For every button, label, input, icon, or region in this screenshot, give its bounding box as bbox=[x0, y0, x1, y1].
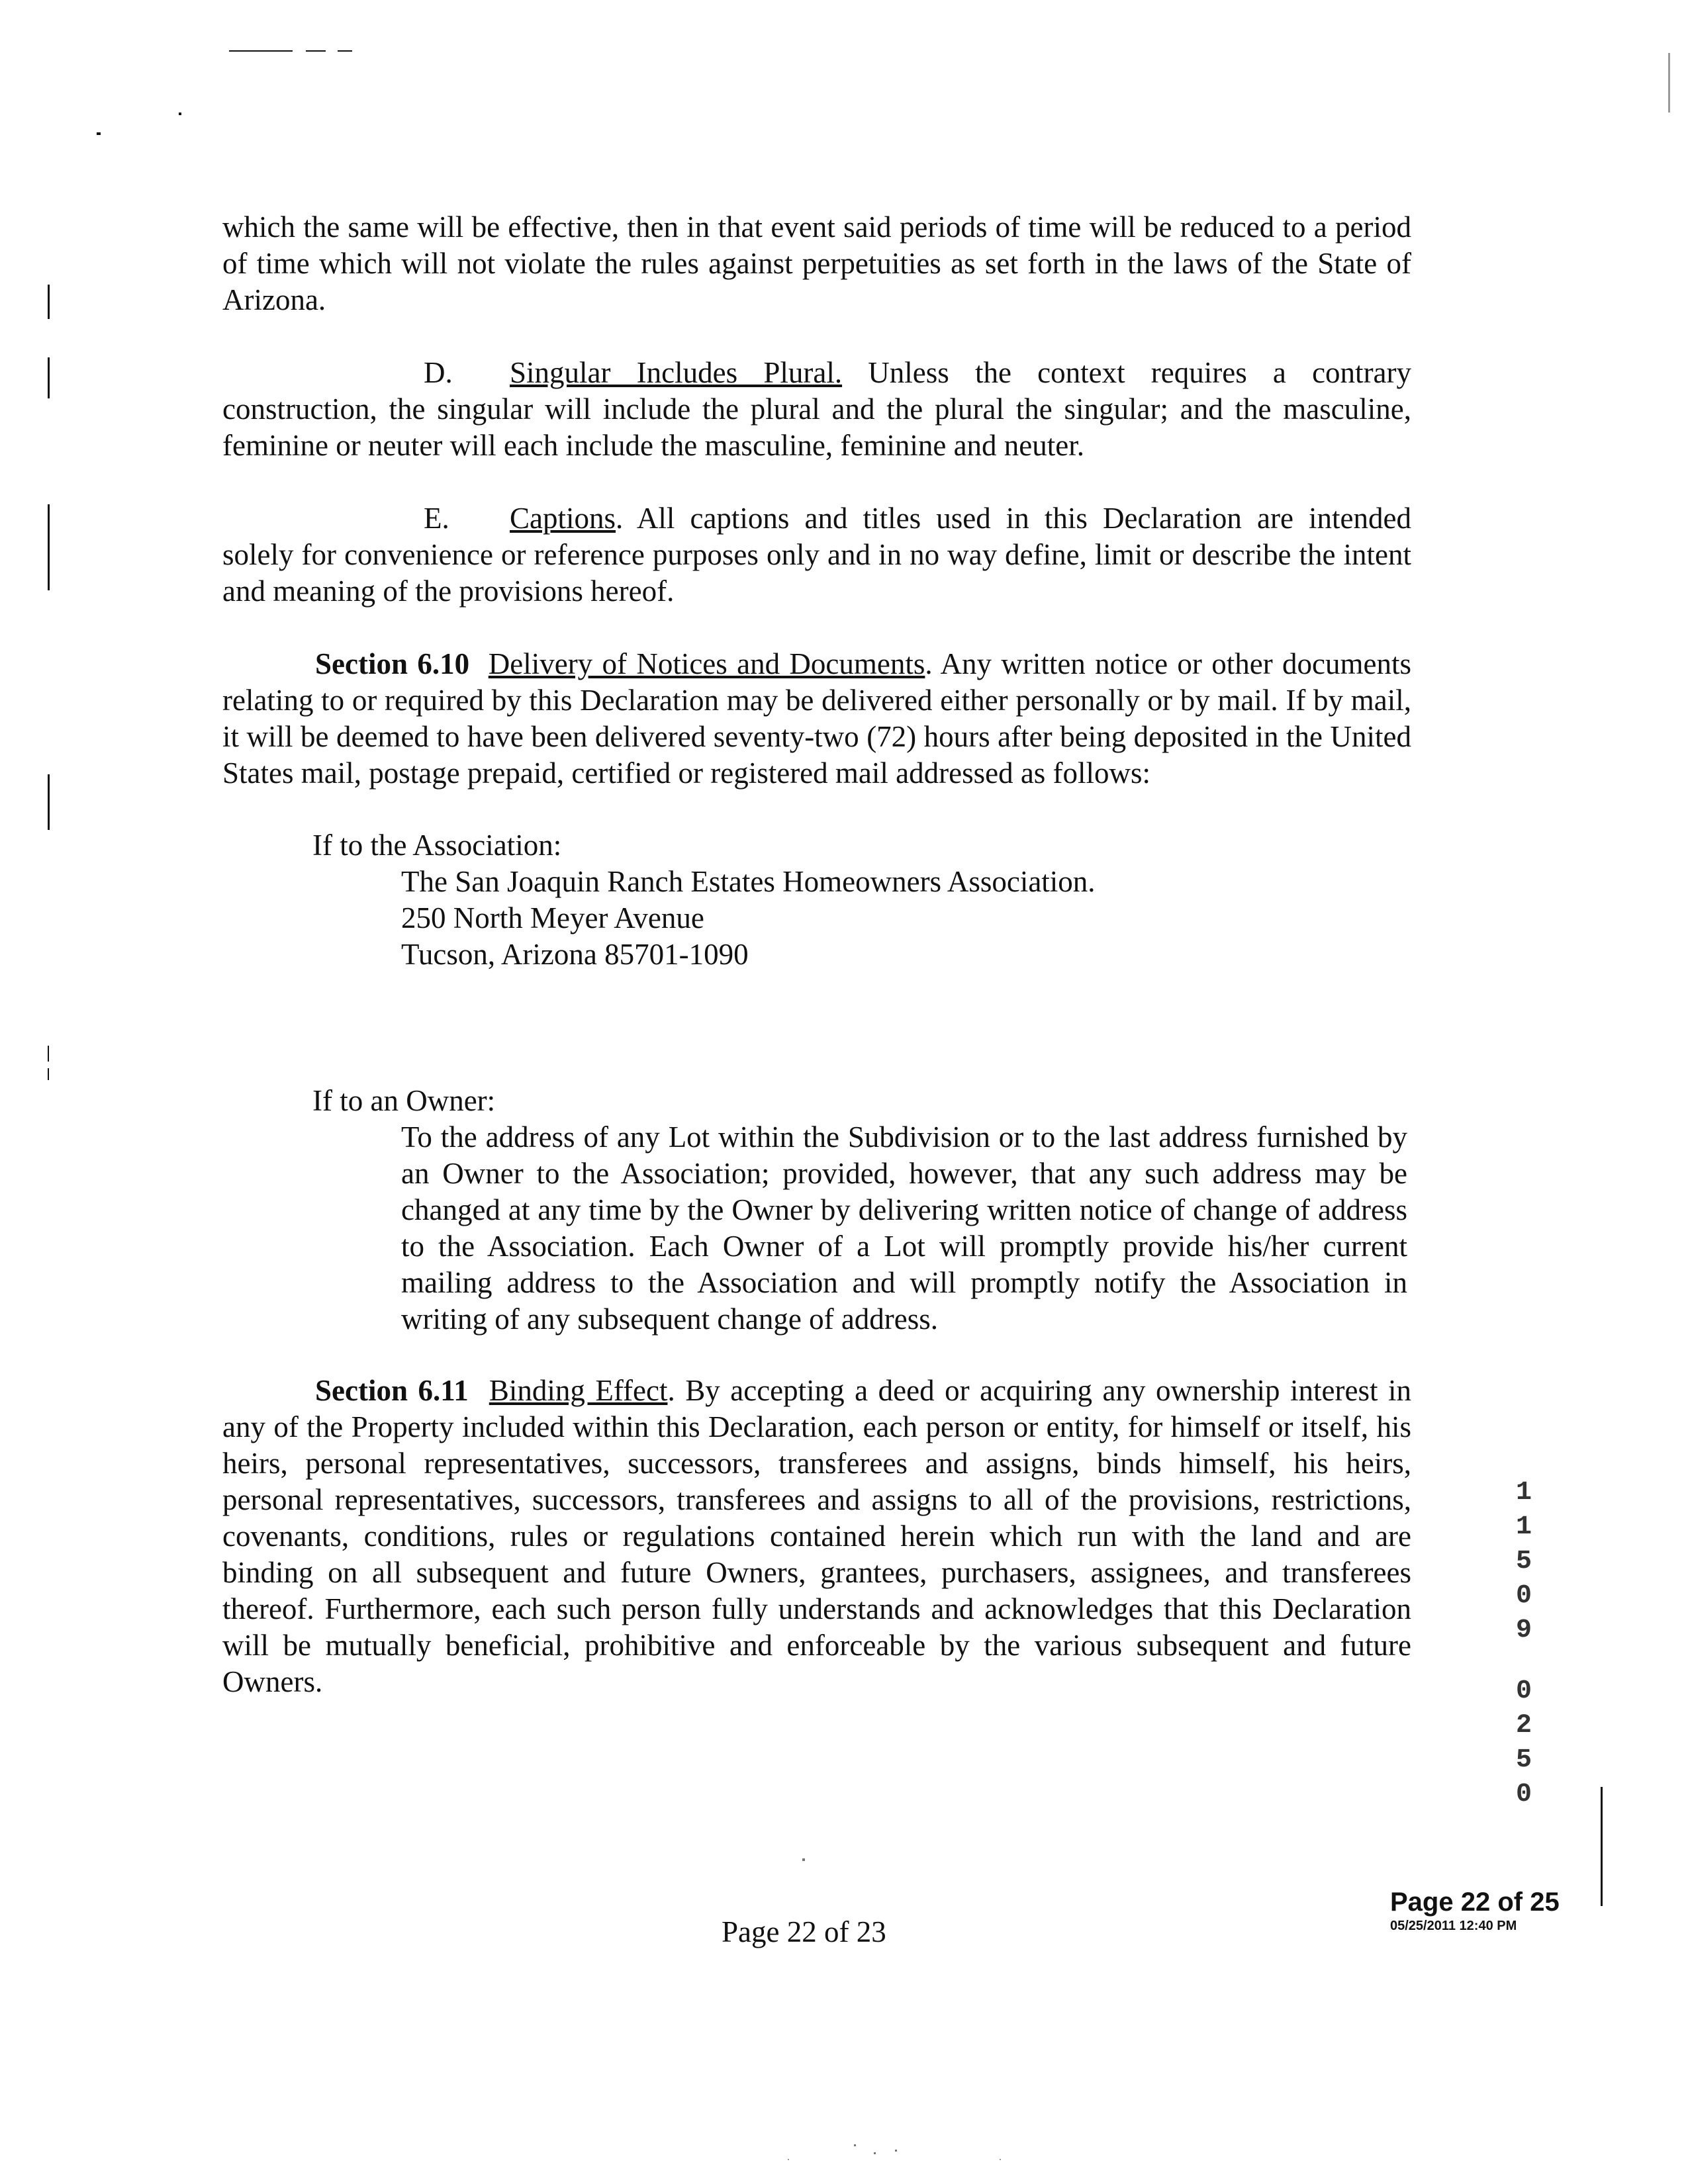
docket-number-top bbox=[1511, 1476, 1537, 1648]
docket-digit: 0 bbox=[1515, 1676, 1532, 1706]
scan-dot-mark bbox=[854, 2144, 856, 2146]
paragraph-continuation bbox=[222, 209, 1411, 318]
recorder-datetime-stamp: 05/25/2011 12:40 PM bbox=[1390, 1919, 1517, 1933]
docket-digit: 5 bbox=[1515, 1547, 1532, 1576]
section-text: . Any written notice or other documents relating to or required by this Declaration may be delivered either personally or by mail. If by mail, it will be deemed to have been delivered seventy-two (72) hours after being deposited in the United States mail, postage prepaid, certified or registered mail addressed as follows: bbox=[222, 647, 1411, 790]
association-address bbox=[401, 864, 1096, 973]
docket-number-stamp bbox=[1511, 1476, 1537, 1812]
scan-dot-mark bbox=[802, 1858, 805, 1861]
revision-bar bbox=[48, 774, 50, 830]
subsection-title: Captions bbox=[510, 502, 616, 535]
section-title: Delivery of Notices and Documents bbox=[488, 647, 925, 680]
scan-dot-mark bbox=[874, 2152, 876, 2154]
revision-bar bbox=[48, 285, 50, 319]
scan-dot-mark bbox=[895, 2150, 897, 2152]
revision-bar bbox=[48, 504, 50, 590]
scan-dash-mark bbox=[306, 50, 326, 52]
section-text: . By accepting a deed or acquiring any ownership interest in any of the Property included within this Declaration, each person or entity, for himself or itself, his heirs, personal representatives, successors, transferees and assigns, binds himself, his heirs, personal representatives, successors, transferees and assigns to all of the provisions, restrictions, covenants, conditions, rules or regulations contained herein which run with the land and are binding on all subsequent and future Owners, grantees, purchasers, assignees, and transferees thereof. Furthermore, each such person fully understands and acknowledges that this Declaration will be mutually beneficial, prohibitive and enforceable by the various subsequent and future Owners. bbox=[222, 1374, 1411, 1698]
association-heading: If to the Association: bbox=[312, 829, 562, 862]
owner-heading: If to an Owner: bbox=[312, 1084, 496, 1117]
subsection-text: Unless the context requires a contrary construction, the singular will include the plural and the plural the singular; and the masculine, feminine or neuter will each include the masculine, feminine and neuter. bbox=[222, 356, 1412, 462]
section-6-11 bbox=[222, 1373, 1411, 1700]
section-number: Section 6.11 bbox=[315, 1374, 469, 1407]
section-number: Section 6.10 bbox=[315, 647, 470, 680]
address-line: The San Joaquin Ranch Estates Homeowners Association. bbox=[401, 865, 1096, 898]
section-6-10 bbox=[222, 646, 1411, 792]
owner-address-text: To the address of any Lot within the Subdivision or to the last address furnished by an Owner to the Association; provided, however, that any such address may be changed at any time by the Owner by delivering written notice of change of address to the Association. Each Owner of a Lot will promptly provide his/her current mailing address to the Association and will promptly notify the Association in writing of any subsequent change of address. bbox=[401, 1120, 1407, 1336]
subsection-label: E. bbox=[424, 502, 449, 535]
revision-bar bbox=[48, 357, 50, 398]
docket-digit: 0 bbox=[1515, 1780, 1532, 1809]
scan-dash-mark bbox=[338, 50, 352, 52]
address-line: 250 North Meyer Avenue bbox=[401, 901, 704, 934]
subsection-text: . All captions and titles used in this Declaration are intended solely for convenience or reference purposes only and in no way define, limit or describe the intent and meaning of the provisions hereof. bbox=[222, 502, 1411, 608]
docket-digit: 0 bbox=[1515, 1581, 1532, 1611]
subsection-e bbox=[222, 500, 1411, 610]
revision-bar bbox=[48, 1068, 49, 1080]
recorder-page-stamp: Page 22 of 25 bbox=[1390, 1888, 1560, 1917]
scan-edge-mark bbox=[1668, 53, 1670, 113]
subsection-title: Singular Includes Plural. bbox=[510, 356, 843, 389]
docket-digit: 2 bbox=[1515, 1711, 1532, 1741]
scan-dot-mark bbox=[1000, 2159, 1001, 2160]
docket-digit: 1 bbox=[1515, 1478, 1532, 1508]
scan-dash-mark bbox=[229, 50, 293, 52]
page-number: Page 22 of 23 bbox=[722, 1915, 886, 1948]
subsection-label: D. bbox=[424, 356, 453, 389]
section-title: Binding Effect bbox=[489, 1374, 668, 1407]
docket-number-bottom bbox=[1511, 1674, 1537, 1812]
paragraph-text: which the same will be effective, then in that event said periods of time will be reduced to a period of time which will not violate the rules against perpetuities as set forth in the laws of the State of Arizona. bbox=[222, 210, 1411, 316]
scan-edge-mark bbox=[1601, 1787, 1603, 1906]
docket-digit: 9 bbox=[1515, 1615, 1532, 1645]
subsection-d bbox=[222, 355, 1411, 464]
docket-digit: 1 bbox=[1515, 1512, 1532, 1542]
scan-dot-mark bbox=[788, 2159, 789, 2160]
scan-dot-mark bbox=[179, 113, 181, 115]
scan-dot-mark bbox=[97, 132, 101, 135]
revision-bar bbox=[48, 1046, 49, 1062]
docket-digit: 5 bbox=[1515, 1745, 1532, 1775]
address-line: Tucson, Arizona 85701-1090 bbox=[401, 938, 749, 971]
